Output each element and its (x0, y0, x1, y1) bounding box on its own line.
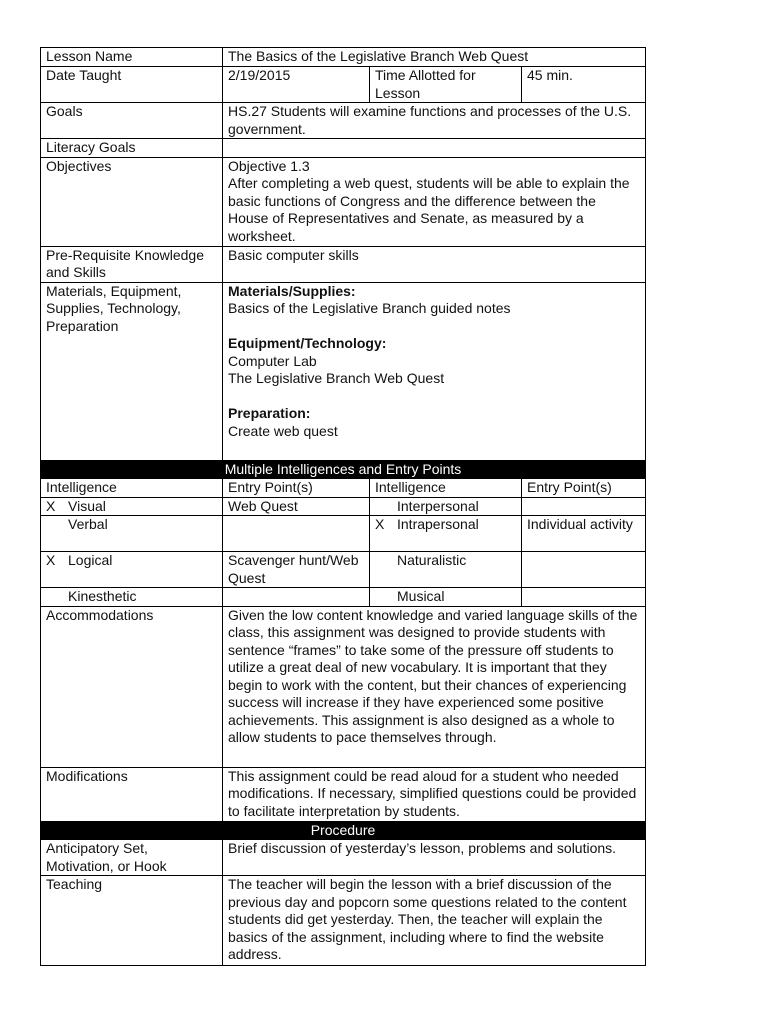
row-lesson-name (41, 48, 646, 67)
literacy-goals-label: Literacy Goals (41, 139, 223, 158)
col-entry-right: Entry Point(s) (522, 479, 646, 498)
entry-left (223, 516, 370, 552)
row-date-taught (41, 67, 646, 103)
entry-right (522, 588, 646, 607)
col-entry-left: Entry Point(s) (223, 479, 370, 498)
goals-value: HS.27 Students will examine functions and processes of the U.S. government. (223, 103, 646, 139)
checkmark: X (46, 497, 56, 514)
lesson-plan-table (40, 47, 646, 966)
modifications-value: This assignment could be read aloud for a student who needed modifications. If necessary, simplified questions could be provided to facilitate interpretation by students. (223, 767, 646, 821)
equipment-heading: Equipment/Technology: (228, 335, 387, 351)
preparation-heading: Preparation: (228, 405, 311, 421)
anticipatory-value: Brief discussion of yesterday’s lesson, problems and solutions. (223, 840, 646, 876)
intelligence-name: Interpersonal (397, 497, 479, 514)
intelligence-name: Naturalistic (397, 552, 467, 568)
date-taught-value: 2/19/2015 (223, 67, 370, 103)
entry-left (223, 588, 370, 607)
checkmark: X (46, 552, 56, 568)
objective-text: After completing a web quest, students will be able to explain the basic functions of Congress and the difference between the House of Representatives and Senate, as measured by a worksheet. (228, 175, 630, 244)
intelligence-name: Visual (68, 497, 106, 514)
entry-right: Individual activity (522, 516, 646, 552)
intelligences-section-title: Multiple Intelligences and Entry Points (41, 460, 646, 479)
entry-right (522, 497, 646, 516)
prerequisite-value: Basic computer skills (223, 246, 646, 282)
row-goals (41, 103, 646, 139)
teaching-label: Teaching (41, 876, 223, 966)
intelligence-name: Kinesthetic (68, 588, 137, 604)
row-materials (41, 282, 646, 460)
anticipatory-label: Anticipatory Set, Motivation, or Hook (41, 840, 223, 876)
intelligence-right (370, 516, 522, 552)
teaching-value: The teacher will begin the lesson with a brief discussion of the previous day and popcorn some questions related to the content students did get yesterday. Then, the teacher will explain the basics of the assignment, including where to find the website address. (223, 876, 646, 966)
checkmark: X (375, 516, 385, 532)
intelligence-right (370, 588, 522, 607)
date-taught-label: Date Taught (41, 67, 223, 103)
lesson-name-label: Lesson Name (41, 48, 223, 67)
entry-right (522, 552, 646, 588)
col-intelligence-left: Intelligence (41, 479, 223, 498)
row-modifications (41, 767, 646, 821)
row-intelligences-columns (41, 479, 646, 498)
equipment-item: Computer Lab (228, 352, 317, 369)
row-intelligences-header (41, 460, 646, 479)
supplies-heading: Materials/Supplies: (228, 282, 356, 299)
objective-title: Objective 1.3 (228, 157, 310, 174)
entry-left: Web Quest (223, 497, 370, 516)
preparation-text: Create web quest (228, 422, 338, 439)
lesson-name-value: The Basics of the Legislative Branch Web Quest (223, 48, 646, 67)
procedure-section-title: Procedure (41, 821, 646, 840)
intelligence-row (41, 516, 646, 552)
time-allotted-label: Time Allotted for Lesson (370, 67, 522, 103)
accommodations-value: Given the low content knowledge and varied language skills of the class, this assignment was designed to provide students with sentence “frames” to take some of the pressure off students to utilize a great deal of new vocabulary. It is important that they begin to work with the content, but their chances of experiencing success will increase if they have experienced some positive achievements. This assignment is also designed as a whole to allow students to pace themselves through. (223, 606, 646, 767)
row-objectives (41, 157, 646, 246)
intelligence-left (41, 497, 223, 516)
intelligence-name: Verbal (68, 516, 108, 532)
entry-left: Scavenger hunt/Web Quest (223, 552, 370, 588)
time-allotted-value: 45 min. (522, 67, 646, 103)
equipment-item: The Legislative Branch Web Quest (228, 370, 445, 386)
row-procedure-header (41, 821, 646, 840)
prerequisite-label: Pre-Requisite Knowledge and Skills (41, 246, 223, 282)
modifications-label: Modifications (41, 767, 223, 821)
row-prerequisite (41, 246, 646, 282)
intelligence-row (41, 588, 646, 607)
intelligence-right (370, 497, 522, 516)
objectives-cell (223, 157, 646, 246)
row-accommodations (41, 606, 646, 767)
intelligence-row (41, 552, 646, 588)
col-intelligence-right: Intelligence (370, 479, 522, 498)
row-anticipatory-set (41, 840, 646, 876)
supplies-text: Basics of the Legislative Branch guided notes (228, 300, 511, 316)
intelligence-left (41, 552, 223, 588)
intelligence-row (41, 497, 646, 516)
intelligence-name: Logical (68, 552, 113, 568)
materials-label: Materials, Equipment, Supplies, Technology, Preparation (41, 282, 223, 460)
goals-label: Goals (41, 103, 223, 139)
intelligence-right (370, 552, 522, 588)
intelligence-name: Intrapersonal (397, 516, 479, 532)
literacy-goals-value (223, 139, 646, 158)
materials-cell (223, 282, 646, 460)
row-teaching (41, 876, 646, 966)
intelligence-name: Musical (397, 588, 445, 604)
intelligence-left (41, 588, 223, 607)
accommodations-label: Accommodations (41, 606, 223, 767)
row-literacy-goals (41, 139, 646, 158)
intelligence-left (41, 516, 223, 552)
objectives-label: Objectives (41, 157, 223, 246)
